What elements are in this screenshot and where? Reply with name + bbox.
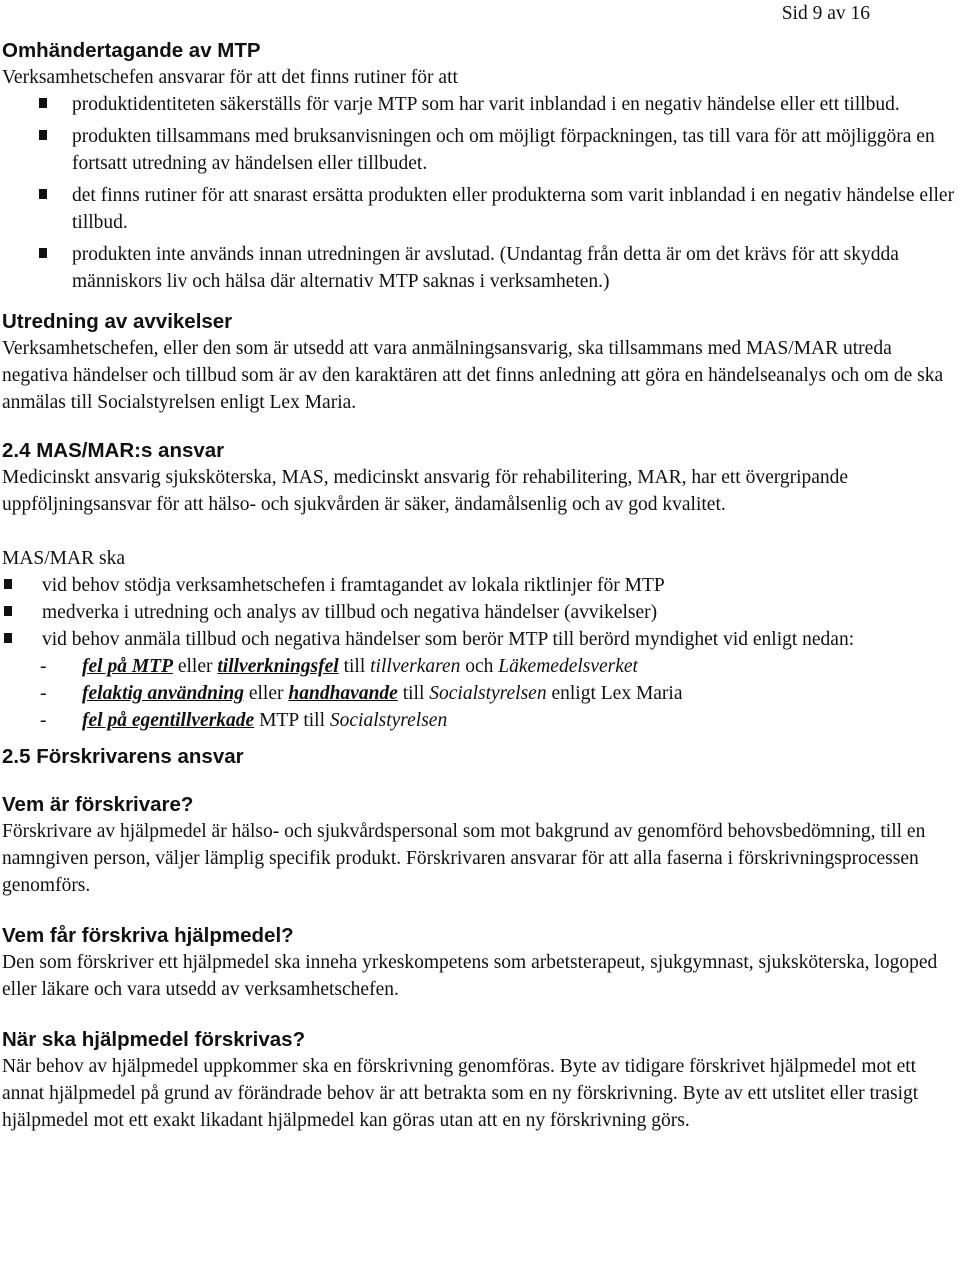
forskrivare-section <box>2 744 956 1134</box>
plain-text: och <box>460 656 499 677</box>
mtp-section <box>2 0 956 295</box>
list-item-text: vid behov stödja verksamhetschefen i framtagandet av lokala riktlinjer för MTP <box>42 575 665 596</box>
plain-text: MTP till <box>254 710 330 731</box>
list-item-text: produkten tillsammans med bruksanvisningen och om möjligt förpackningen, tas till vara för att möjliggöra en fortsatt utredning av händelsen eller tillbudet. <box>72 126 935 174</box>
list-item <box>2 572 956 599</box>
bullet-icon <box>39 189 47 199</box>
plain-text: enligt Lex Maria <box>546 683 683 704</box>
list-item-text: vid behov anmäla tillbud och negativa händelser som berör MTP till berörd myndighet vid enligt nedan: <box>42 629 855 650</box>
mas-bullet-list <box>2 572 956 653</box>
mas-heading: 2.4 MAS/MAR:s ansvar <box>2 439 225 462</box>
question-heading: När ska hjälpmedel förskrivas? <box>2 1028 306 1051</box>
list-item <box>2 599 956 626</box>
mas-text: Medicinskt ansvarig sjuksköterska, MAS, medicinskt ansvarig för rehabilitering, MAR, har ett övergripande uppföljningsansvar för att hälso- och sjukvården är säker, ändamålsenlig och av god kvalitet. <box>2 467 849 515</box>
question-heading: Vem är förskrivare? <box>2 793 194 816</box>
plain-text: eller <box>172 656 218 677</box>
list-item-text: produkten inte används innan utredningen är avslutad. (Undantag från detta är om det krävs för att skydda människors liv och hälsa där alternativ MTP saknas i verksamheten.) <box>72 244 899 292</box>
emphasis-text: fel på MTP <box>82 656 173 677</box>
list-item <box>2 626 956 653</box>
italic-text: Läkemedelsverket <box>498 656 638 677</box>
bullet-icon <box>39 98 47 108</box>
dash-marker: - <box>40 683 47 704</box>
dash-marker: - <box>40 710 47 731</box>
utredning-heading: Utredning av avvikelser <box>2 310 233 333</box>
mtp-intro: Verksamhetschefen ansvarar för att det finns rutiner för att <box>2 67 458 88</box>
mtp-bullet-list <box>2 91 956 295</box>
question-heading: Vem får förskriva hjälpmedel? <box>2 924 294 947</box>
list-item <box>2 123 956 177</box>
emphasis-text: fel på egentillverkade <box>82 710 255 731</box>
mas-dash-list <box>2 653 956 734</box>
italic-text: tillverkaren <box>370 656 461 677</box>
italic-text: Socialstyrelsen <box>429 683 547 704</box>
mas-lead: MAS/MAR ska <box>2 548 125 569</box>
italic-text: Socialstyrelsen <box>329 710 448 731</box>
list-item <box>2 707 956 734</box>
question-answer: Den som förskriver ett hjälpmedel ska inneha yrkeskompetens som arbetsterapeut, sjukgymnast, sjuksköterska, logoped eller läkare och vara utsedd av verksamhetschefen. <box>2 952 938 1000</box>
question-answer: Förskrivare av hjälpmedel är hälso- och sjukvårdspersonal som mot bakgrund av genomförd behovsbedömning, till en namngiven person, väljer lämplig specifik produkt. Förskrivaren ansvarar för att alla faserna i förskrivningsprocessen genomförs. <box>2 821 926 896</box>
page-number: Sid 9 av 16 <box>781 3 870 24</box>
dash-marker: - <box>40 656 47 677</box>
bullet-icon <box>4 579 12 589</box>
forskrivare-heading: 2.5 Förskrivarens ansvar <box>2 745 244 768</box>
list-item-text: det finns rutiner för att snarast ersätta produkten eller produkterna som varit inblandad i en negativ händelse eller tillbud. <box>72 185 955 233</box>
plain-text: eller <box>243 683 289 704</box>
list-item <box>2 241 956 295</box>
emphasis-text: handhavande <box>288 683 398 704</box>
plain-text: till <box>397 683 430 704</box>
list-item <box>2 91 956 118</box>
emphasis-text: felaktig användning <box>82 683 244 704</box>
mtp-heading: Omhändertagande av MTP <box>2 39 261 62</box>
bullet-icon <box>4 606 12 616</box>
mas-section <box>2 438 956 734</box>
question-answer: När behov av hjälpmedel uppkommer ska en förskrivning genomföras. Byte av tidigare förskrivet hjälpmedel mot ett annat hjälpmedel på grund av förändrade behov är att betrakta som en ny förskrivning. Byte av ett utslitet eller trasigt hjälpmedel mot ett exakt likadant hjälpmedel kan göras utan att en ny förskrivning görs. <box>2 1056 919 1131</box>
list-item-text: produktidentiteten säkerställs för varje MTP som har varit inblandad i en negativ händelse eller ett tillbud. <box>72 94 900 115</box>
bullet-icon <box>39 248 47 258</box>
plain-text: till <box>338 656 371 677</box>
emphasis-text: tillverkningsfel <box>217 656 339 677</box>
utredning-section <box>2 309 956 416</box>
bullet-icon <box>4 633 12 643</box>
list-item <box>2 680 956 707</box>
list-item <box>2 653 956 680</box>
utredning-text: Verksamhetschefen, eller den som är utsedd att vara anmälningsansvarig, ska tillsammans med MAS/MAR utreda negativa händelser och tillbud som är av den karaktären att det finns anledning att göra en händelseanalys och om de ska anmälas till Socialstyrelsen enligt Lex Maria. <box>2 338 944 413</box>
list-item-text: medverka i utredning och analys av tillbud och negativa händelser (avvikelser) <box>42 602 658 623</box>
bullet-icon <box>39 130 47 140</box>
list-item <box>2 182 956 236</box>
